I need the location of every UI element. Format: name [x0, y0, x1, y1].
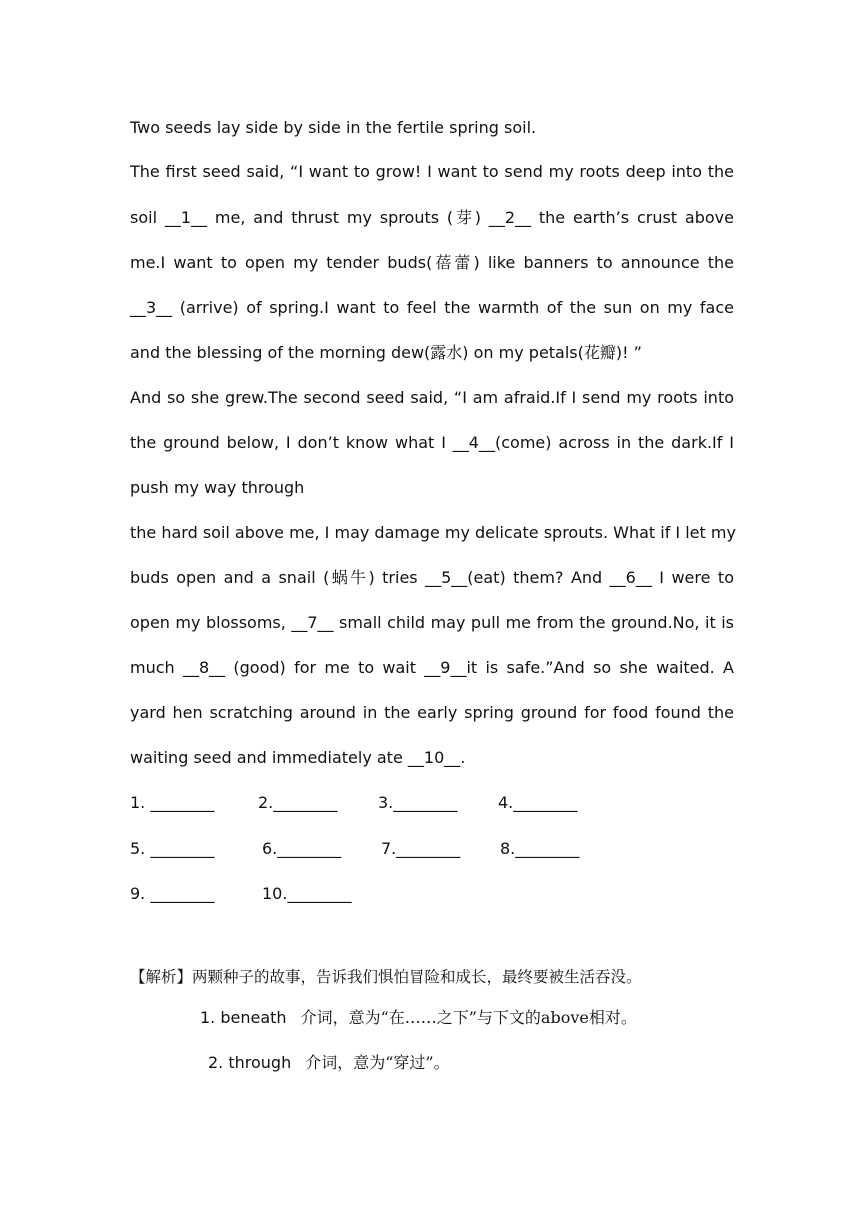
analysis-heading: 【解析】两颗种子的故事，告诉我们惧怕冒险和成长，最终要被生活吞没。 — [130, 968, 642, 986]
answer-1-word: beneath — [220, 1008, 287, 1027]
passage-line: waiting seed and immediately ate __10__. — [130, 748, 466, 767]
passage-line: The first seed said, “I want to grow! I want to send my roots deep into the — [130, 162, 734, 181]
passage-line: much __8__ (good) for me to wait __9__it is safe.”And so she waited. A — [130, 658, 734, 677]
passage-line: And so she grew.The second seed said, “I am afraid.If I send my roots into — [130, 388, 734, 407]
passage-line: push my way through — [130, 478, 305, 497]
passage-line: me.I want to open my tender buds(蓓蕾) like banners to announce the — [130, 253, 734, 272]
blank-9: 9. ________ — [130, 884, 215, 903]
answer-2-number: 2. — [208, 1053, 229, 1072]
passage-line: yard hen scratching around in the early spring ground for food found the — [130, 703, 734, 722]
passage-line: the ground below, I don’t know what I __4__(come) across in the dark.If I — [130, 433, 734, 452]
answer-blanks-row-1 — [130, 792, 618, 814]
answer-2-word: through — [228, 1053, 292, 1072]
blank-2: 2.________ — [258, 793, 338, 812]
blank-4: 4.________ — [498, 793, 578, 812]
blank-3: 3.________ — [378, 793, 458, 812]
passage-line: open my blossoms, __7__ small child may pull me from the ground.No, it is — [130, 613, 734, 632]
passage-line: the hard soil above me, I may damage my delicate sprouts. What if I let my — [130, 523, 736, 542]
passage-line: and the blessing of the morning dew(露水) on my petals(花瓣)! ” — [130, 343, 642, 362]
blank-10: 10.________ — [262, 884, 352, 903]
blank-8: 8.________ — [500, 839, 580, 858]
answer-1-note: 介词，意为“在……之下”与下文的above相对。 — [300, 1008, 637, 1027]
blank-5: 5. ________ — [130, 839, 215, 858]
blank-7: 7.________ — [381, 839, 461, 858]
answer-blanks-row-2 — [130, 838, 620, 860]
passage-line: buds open and a snail (蜗牛) tries __5__(eat) them? And __6__ I were to — [130, 568, 734, 587]
passage-line: soil __1__ me, and thrust my sprouts (芽) __2__ the earth’s crust above — [130, 208, 734, 227]
passage-line: Two seeds lay side by side in the fertile spring soil. — [130, 118, 537, 137]
answer-blanks-row-3 — [130, 883, 382, 905]
answer-2-note: 介词，意为“穿过”。 — [305, 1053, 450, 1072]
blank-1: 1. ________ — [130, 793, 215, 812]
answer-1-number: 1. — [200, 1008, 221, 1027]
answer-1 — [200, 1007, 637, 1029]
passage-line: __3__ (arrive) of spring.I want to feel the warmth of the sun on my face — [130, 298, 734, 317]
answer-2 — [208, 1052, 450, 1074]
blank-6: 6.________ — [262, 839, 342, 858]
